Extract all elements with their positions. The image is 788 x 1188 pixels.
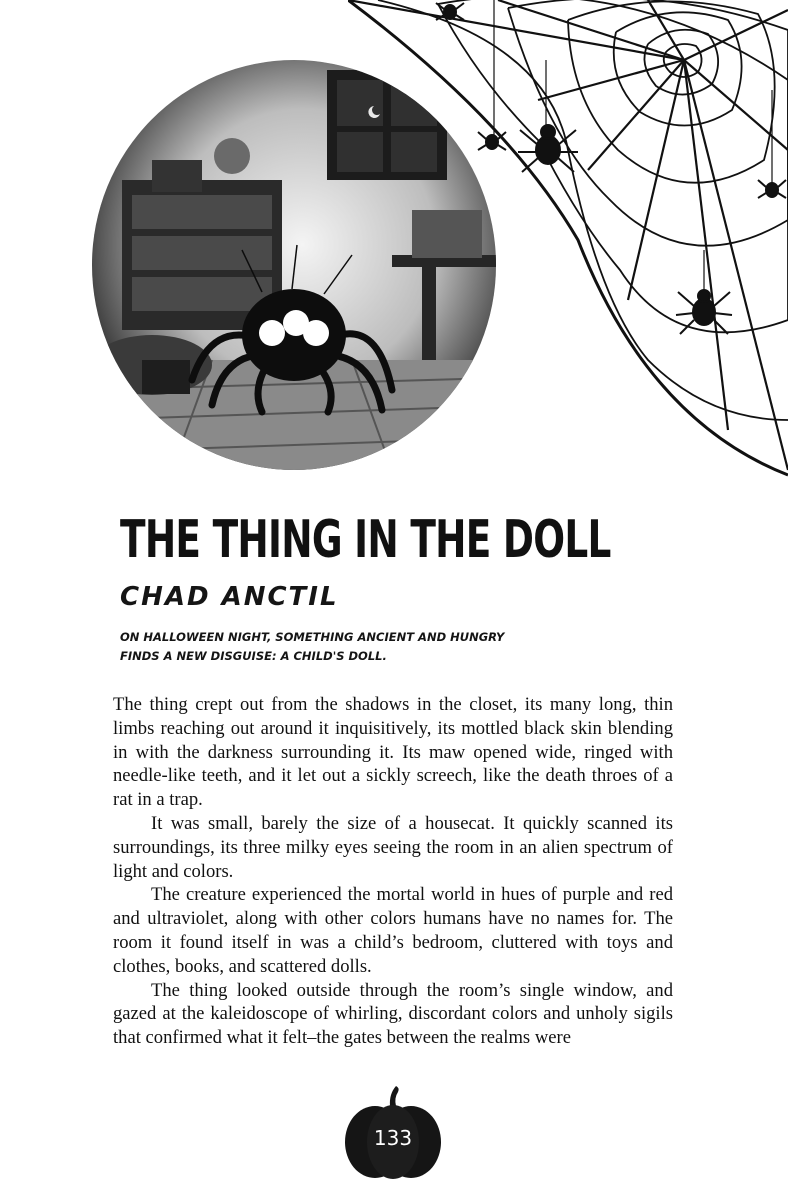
story-body (113, 693, 673, 1050)
page-number-badge (340, 1084, 446, 1180)
page-number: 133 (373, 1126, 413, 1150)
paragraph: The creature experienced the mortal world in hues of purple and red and ultraviolet, along with other colors humans have no names for. The room it found itself in was a child’s bedroom, cluttered with toys and clothes, books, and scattered dolls. (113, 884, 673, 977)
story-title: THE THING IN THE DOLL (120, 510, 611, 570)
story-tagline (120, 628, 640, 666)
paragraph: The thing looked outside through the room’s single window, and gazed at the kaleidoscope of whirling, discordant colors and unholy sigils that confirmed what it felt–the gates between the realms were (113, 979, 673, 1049)
tagline-line-2: FINDS A NEW DISGUISE: A CHILD'S DOLL. (120, 649, 387, 663)
spider-web-icon (348, 0, 788, 480)
story-author: CHAD ANCTIL (120, 582, 339, 612)
tagline-line-1: ON HALLOWEEN NIGHT, SOMETHING ANCIENT AND HUNGRY (120, 630, 505, 644)
paragraph: It was small, barely the size of a housecat. It quickly scanned its surroundings, its three milky eyes seeing the room in an alien spectrum of light and colors. (113, 812, 673, 882)
paragraph: The thing crept out from the shadows in the closet, its many long, thin limbs reaching out around it inquisitively, its mottled black skin blending in with the darkness surrounding it. Its maw opened wide, ringed with needle-like teeth, and it let out a sickly screech, like the death throes of a rat in a trap. (113, 694, 673, 811)
